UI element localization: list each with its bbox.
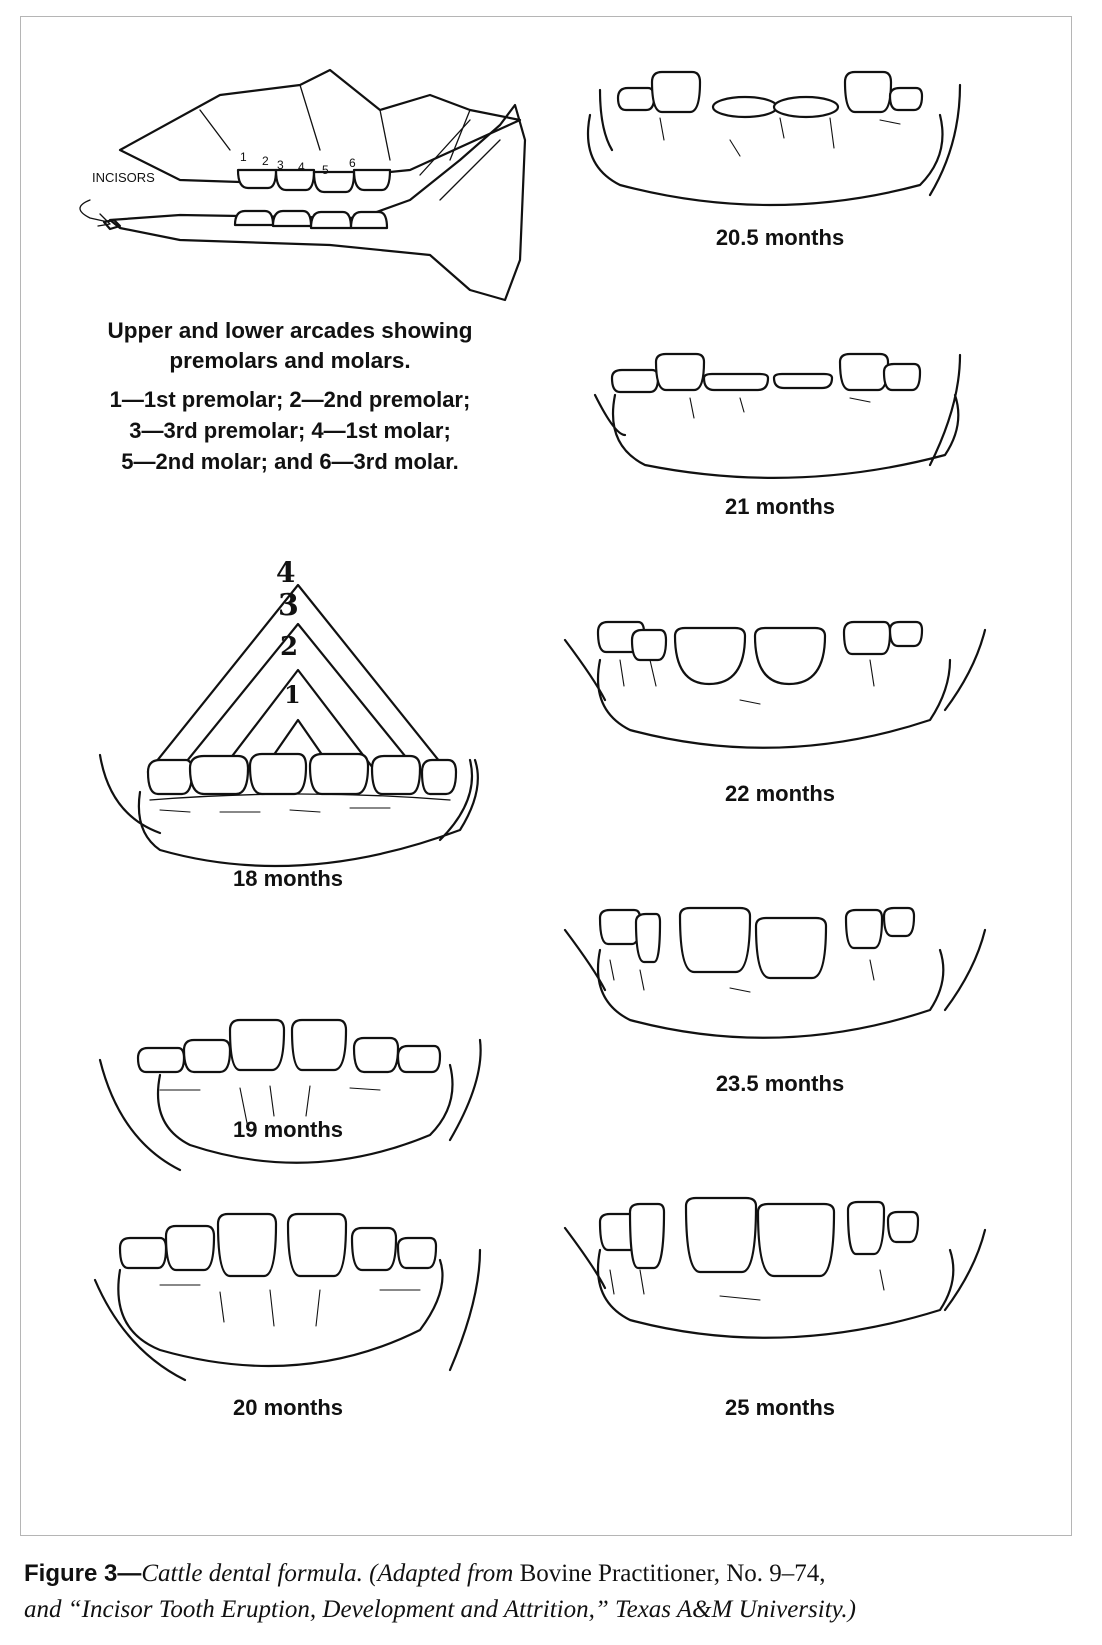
pair-number-4: 4 [276, 556, 296, 589]
upper-cheek-teeth [238, 170, 390, 192]
lower-jaw-outline [110, 105, 525, 300]
tooth-number-1: 1 [240, 150, 247, 164]
incisor-tip [104, 220, 120, 229]
figure-caption-line-1 [24, 1556, 1084, 1592]
age-label-21: 21 months [724, 494, 836, 519]
age-label-20: 20 months [232, 1395, 344, 1420]
incisor-row-25 [600, 1198, 918, 1276]
incisor-row-18 [148, 754, 456, 794]
age-label-25: 25 months [724, 1395, 836, 1420]
stage-22-illustration [565, 622, 985, 748]
tooth-number-6: 6 [349, 156, 356, 170]
tooth-number-4: 4 [298, 160, 305, 174]
jaw-legend [70, 384, 510, 477]
age-label-19: 19 months [232, 1117, 344, 1142]
stage-23-5-illustration [565, 908, 985, 1038]
pair-number-3: 3 [278, 588, 299, 623]
tooth-number-3: 3 [277, 158, 284, 172]
stage-20-5-illustration [588, 72, 960, 205]
figure-source-1-detail: , No. 9–74, [713, 1560, 826, 1587]
incisors-label: INCISORS [92, 170, 155, 185]
jaw-legend-line: 5—2nd molar; and 6—3rd molar. [121, 449, 459, 474]
stage-20-illustration [95, 1214, 480, 1380]
incisor-row-20-5 [618, 72, 922, 117]
figure-caption-line-2 [24, 1592, 1084, 1628]
incisor-row-20 [120, 1214, 436, 1276]
jaw-outline-20 [95, 1250, 480, 1380]
incisor-row-19 [138, 1020, 440, 1072]
tooth-number-5: 5 [322, 163, 329, 177]
age-label-23-5: 23.5 months [715, 1071, 845, 1096]
stage-18-illustration [100, 585, 478, 866]
figure-caption [24, 1556, 1084, 1628]
jaw-legend-line: 3—3rd premolar; 4—1st molar; [129, 418, 451, 443]
pair-number-2: 2 [280, 632, 299, 662]
stage-19-illustration [100, 1020, 481, 1170]
tooth-number-2: 2 [262, 154, 269, 168]
incisor-row-23-5 [600, 908, 914, 978]
incisor-row-22 [598, 622, 922, 684]
upper-jaw-outline [120, 70, 520, 182]
pair-number-1: 1 [284, 680, 301, 709]
figure-source-1: Bovine Practitioner [519, 1560, 714, 1587]
figure-number: Figure 3— [24, 1560, 142, 1587]
age-label-18: 18 months [232, 866, 344, 891]
age-label-22: 22 months [724, 781, 836, 806]
lower-cheek-teeth [235, 211, 387, 228]
figure-source-2: and “Incisor Tooth Eruption, Development and Attrition,” Texas A&M University.) [24, 1596, 856, 1623]
jaw-caption: Upper and lower arcades showing premolars and molars. [107, 318, 473, 373]
stage-25-illustration [565, 1198, 985, 1338]
jaw-legend-line: 1—1st premolar; 2—2nd premolar; [109, 387, 471, 412]
figure-adapted-prefix: (Adapted from [369, 1560, 520, 1587]
jaw-diagram [80, 70, 525, 300]
stage-21-illustration [595, 354, 960, 478]
age-label-20-5: 20.5 months [715, 225, 845, 250]
figure-title: Cattle dental formula. [141, 1560, 363, 1587]
incisor-row-21 [612, 354, 920, 392]
